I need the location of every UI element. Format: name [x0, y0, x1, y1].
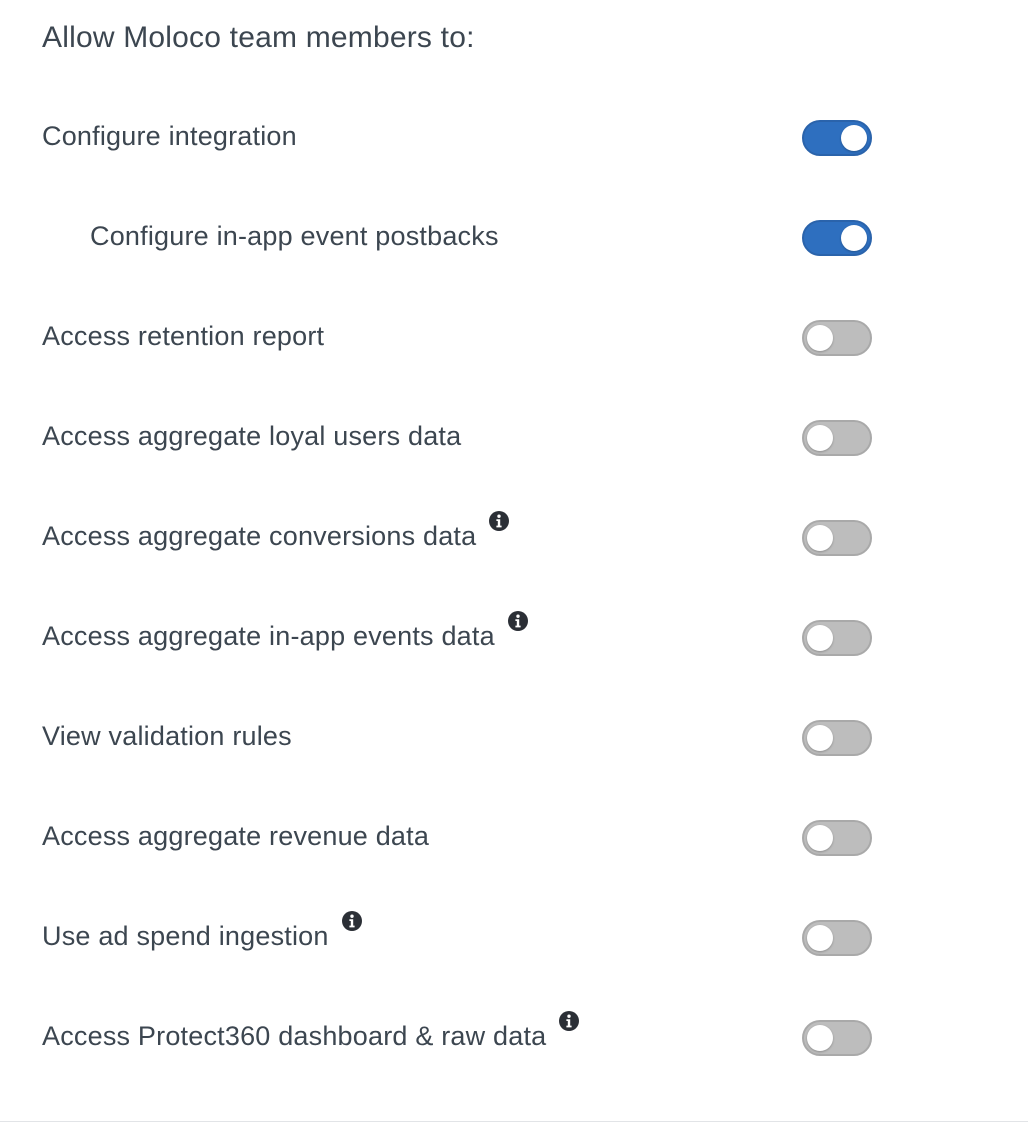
permission-label — [42, 716, 292, 756]
permission-label-text: View validation rules — [42, 721, 292, 751]
permission-label-text: Access aggregate conversions data — [42, 521, 477, 551]
permission-label — [42, 816, 429, 856]
permission-toggle-access-aggregate-loyal-users-data[interactable] — [802, 420, 872, 456]
permission-label — [42, 616, 529, 656]
toggle-knob — [807, 325, 833, 351]
permission-toggle-configure-in-app-event-postbacks[interactable] — [802, 220, 872, 256]
toggle-knob — [807, 525, 833, 551]
permission-label-text: Access retention report — [42, 321, 325, 351]
permission-label-text: Access aggregate loyal users data — [42, 421, 462, 451]
toggle-knob — [807, 725, 833, 751]
permission-toggle-view-validation-rules[interactable] — [802, 720, 872, 756]
info-icon[interactable] — [488, 510, 510, 532]
toggle-knob — [807, 1025, 833, 1051]
permission-label-text: Configure in-app event postbacks — [90, 221, 499, 251]
page-title: Allow Moloco team members to: — [42, 21, 475, 54]
permission-row-configure-integration — [0, 86, 1028, 186]
toggle-knob — [807, 625, 833, 651]
permission-label-text: Use ad spend ingestion — [42, 921, 329, 951]
toggle-knob — [841, 125, 867, 151]
permission-row-access-protect360-dashboard — [0, 986, 1028, 1086]
toggle-knob — [807, 425, 833, 451]
permissions-list — [0, 86, 1028, 1086]
permission-toggle-configure-integration[interactable] — [802, 120, 872, 156]
permission-row-view-validation-rules — [0, 686, 1028, 786]
permission-label-text: Access Protect360 dashboard & raw data — [42, 1021, 547, 1051]
permission-toggle-access-retention-report[interactable] — [802, 320, 872, 356]
permission-label — [42, 416, 461, 456]
permission-label — [42, 916, 363, 956]
permission-label-text: Access aggregate in-app events data — [42, 621, 495, 651]
permission-row-use-ad-spend-ingestion — [0, 886, 1028, 986]
permission-row-access-aggregate-conversions-data — [0, 486, 1028, 586]
permission-row-configure-in-app-event-postbacks — [0, 186, 1028, 286]
permission-toggle-access-aggregate-conversions-data[interactable] — [802, 520, 872, 556]
toggle-knob — [807, 825, 833, 851]
info-icon[interactable] — [558, 1010, 580, 1032]
permission-row-access-retention-report — [0, 286, 1028, 386]
permission-toggle-access-protect360-dashboard[interactable] — [802, 1020, 872, 1056]
toggle-knob — [841, 225, 867, 251]
permission-toggle-use-ad-spend-ingestion[interactable] — [802, 920, 872, 956]
info-icon[interactable] — [341, 910, 363, 932]
permission-row-access-aggregate-loyal-users-data — [0, 386, 1028, 486]
permission-label-text: Configure integration — [42, 121, 297, 151]
permission-toggle-access-aggregate-in-app-events-data[interactable] — [802, 620, 872, 656]
toggle-knob — [807, 925, 833, 951]
permission-row-access-aggregate-revenue-data — [0, 786, 1028, 886]
permission-label — [42, 116, 297, 156]
permission-label — [42, 1016, 580, 1056]
permission-toggle-access-aggregate-revenue-data[interactable] — [802, 820, 872, 856]
permission-row-access-aggregate-in-app-events-data — [0, 586, 1028, 686]
permission-label-text: Access aggregate revenue data — [42, 821, 430, 851]
permission-label — [42, 516, 510, 556]
bottom-divider — [0, 1121, 1028, 1122]
info-icon[interactable] — [507, 610, 529, 632]
permission-label — [90, 216, 499, 256]
permission-label — [42, 316, 324, 356]
